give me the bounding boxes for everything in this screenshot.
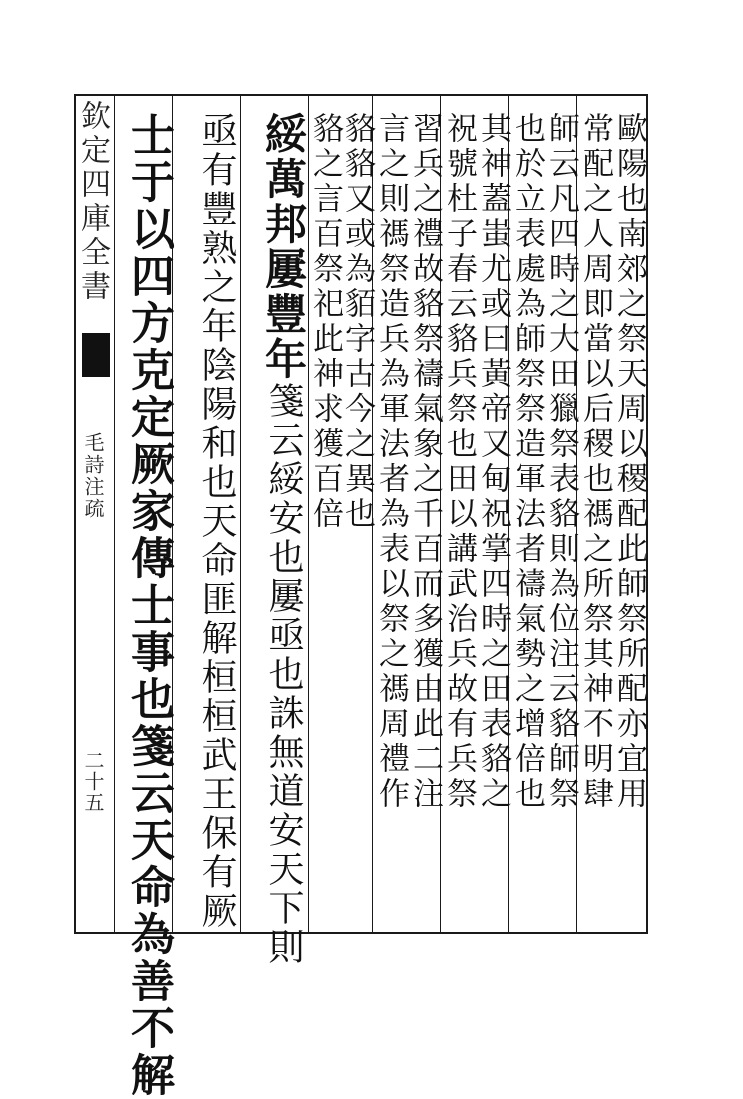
text-column-3: 師云凡四時之大田獵祭表貉則為位注云貉師祭 [543, 112, 579, 812]
text-column-4: 也於立表處為師祭祭造軍法者禱氣勢之增倍也 [509, 112, 545, 812]
verse-heading: 綏萬邦屢豐年 [259, 112, 308, 382]
fish-tail-mark [82, 333, 110, 377]
commentary-text: 箋云綏安也屢亟也誅無道安天下則 [263, 382, 304, 967]
text-column-9: 貉貉又或為貊字古今之異也 [339, 112, 375, 532]
text-column-13: 士于以四方克定厥家傳士事也箋云天命為善不解 [123, 112, 174, 1099]
margin-book-title: 毛詩注疏 [81, 432, 105, 520]
text-column-6: 祝號杜子春云貉兵祭也田以講武治兵故有兵祭 [441, 112, 477, 812]
text-column-7: 習兵之禮故貉祭禱氣象之千百而多獲由此二注 [407, 112, 443, 812]
text-column-11 [248, 112, 308, 967]
margin-folio-number: 二十五 [81, 750, 105, 813]
text-column-2: 常配之人周即當以后稷也禡之所祭其神不明肆 [577, 112, 613, 812]
frame-left-inner-rule [114, 94, 115, 934]
text-column-1: 歐陽也南郊之祭天周以稷配此師祭所配亦宜用 [611, 112, 647, 812]
text-column-12: 亟有豐熟之年陰陽和也天命匪解桓桓武王保有厥 [196, 112, 237, 931]
text-column-5: 其神蓋蚩尤或曰黃帝又甸祝掌四時之田表貉之 [475, 112, 511, 812]
text-column-10: 貉之言百祭祀此神求獲百倍 [307, 112, 343, 532]
frame-top-rule [74, 94, 648, 96]
margin-library-title: 欽定四庫全書 [75, 100, 110, 304]
column-divider [240, 96, 241, 932]
text-column-8: 言之則禡祭造兵為軍法者為表以祭之禡周禮作 [373, 112, 409, 812]
